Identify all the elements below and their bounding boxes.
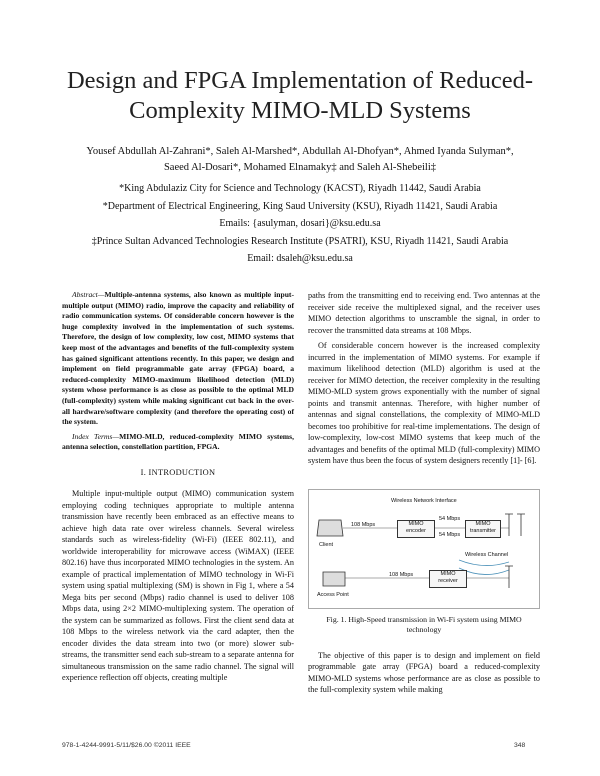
page-number: 348 (514, 742, 526, 749)
client-label: Client (319, 541, 334, 548)
right-column (308, 290, 540, 700)
antenna-icon (505, 566, 513, 588)
author-list (40, 144, 560, 176)
author-line: Yousef Abdullah Al-Zahrani*, Saleh Al-Marshed*, Abdullah Al-Dhofyan*, Ahmed Iyanda Sulyman*, (86, 146, 514, 157)
email-line: Emails: {asulyman, dosari}@ksu.edu.sa (219, 218, 381, 229)
mimo-encoder-box: MIMO encoder (397, 520, 435, 538)
left-column (62, 290, 294, 688)
affiliations (40, 180, 560, 268)
isbn-footer: 978-1-4244-9991-5/11/$26.00 ©2011 IEEE (62, 742, 191, 749)
affiliation-line: ‡Prince Sultan Advanced Technologies Research Institute (PSATRI), KSU, Riyadh 11421, Saudi Arabia (91, 235, 509, 247)
author-line: Saeed Al-Dosari*, Mohamed Elnamaky‡ and Saleh Al-Shebeili‡ (163, 162, 437, 173)
index-terms-text: MIMO-MLD, reduced-complexity MIMO systems, antenna selection, constellation partition, FPGA. (62, 431, 294, 452)
figure-1 (308, 489, 540, 609)
mimo-receiver-box: MIMO receiver (429, 570, 467, 588)
paragraph: paths from the transmitting end to receiving end. Two antennas at the receiver side receive the multiplexed signal, and the receiver uses MIMO detection algorithms to unscramble the signal, in order to recover the transmitted data streams at 108 Mbps. (308, 291, 540, 335)
laptop-icon (317, 520, 343, 536)
abstract (62, 290, 294, 428)
access-point-label: Access Point (317, 591, 349, 598)
affiliation-line: *Department of Electrical Engineering, King Saud University (KSU), Riyadh 11421, Saudi Arabia (102, 200, 498, 212)
paragraph: The objective of this paper is to design and implement on field programmable gate array (FPGA) board a reduced-complexity MIMO-MLD systems whose performance are as close as possible to the full-complexity system while making (308, 650, 540, 694)
paragraph: Of considerable concern however is the increased complexity incurred in the implementation of MIMO systems. For example if maximum likelihood detection (MLD) algorithm is used at the receiver for MIMO detection, the receiver complexity in the resulting MIMO-MLD system grows exponentially with the number of signal points and transmit antennas. Therefore, with higher number of antennas and signal constellations, the complexity of MIMO-MLD becomes too prohibitive for real-time implementations. The design of low-complexity, low-cost MIMO systems that keep much of the advantages and benefits of the optimal MLD (full-complexity) MIMO system have thus been the focus of system designers recently [1]- [6]. (308, 341, 540, 465)
abstract-text: Multiple-antenna systems, also known as multiple input-multiple output (MIMO) radio, improve the capacity and reliability of radio communication systems. Of considerable concern however is the huge complexity involved in the implementation of such systems. Therefore, the design of low complexity, low cost, MIMO systems that keep most of the advantages and benefits of the full-complexity system has gained significant attentions recently. In this paper, we design and implement on field programmable gate array (FPGA) board, a reduced-complexity MIMO-maximum likelihood detection (MLD) system whose performance is as close as possible to the optimal MLD (full-complexity) system while making significant cut back in the over-all hardware/software complexity (and therefore the operating cost) of the system. (62, 290, 294, 427)
index-terms (62, 432, 294, 453)
index-terms-label: Index Terms— (72, 431, 120, 441)
email-line: Email: dsaleh@ksu.edu.sa (247, 253, 353, 264)
intro-paragraph: Multiple input-multiple output (MIMO) communication system employing coding techniques appropriate to multiple antenna transmission have recently been embraced as an effective means to achieve high data rate over wireless channels. Several wireless standards such as wireless-fidelity (Wi-Fi) (IEEE 802.11), and worldwide interoperability for microwave access (WiMAX) (IEEE 802.16) have thus incorporated MIMO technologies in the system. An example of practical implementation of MIMO technology in Wi-Fi system using spatial multiplexing (SM) is shown in Fig 1, where a 54 Mega bits per second (Mbps) radio channel is used to deliver 108 Mbps data, using 2×2 MIMO-multiplexing system. The operation of the system can be summarized as follows. First the client send data at 108 Mbps to the wireless network via the card adapter, then the encoder divides the data stream into two (or more) slower sub-streams, the transmitter send each sub-stream to a separate antenna for simultaneous transmission on the same radio channel. The signal will experience reflection off objects, creating multiple (62, 489, 294, 683)
affiliation-line: *King Abdulaziz City for Science and Technology (KACST), Riyadh 11442, Saudi Arabia (119, 183, 481, 194)
antenna-icon (505, 514, 513, 536)
rate-label: 54 Mbps (439, 515, 461, 522)
rate-label: 108 Mbps (351, 521, 376, 528)
rate-label: 54 Mbps (439, 531, 461, 538)
access-point-icon (323, 572, 345, 586)
interface-label: Wireless Network Interface (391, 497, 457, 504)
paper-title: Design and FPGA Implementation of Reduced-Complexity MIMO-MLD Systems (66, 67, 534, 124)
figure-caption: Fig. 1. High-Speed transmission in Wi-Fi system using MIMO technology (326, 614, 522, 634)
antenna-icon (517, 514, 525, 536)
abstract-label: Abstract— (72, 290, 105, 299)
mimo-transmitter-box: MIMO transmitter (465, 520, 501, 538)
section-heading: I. INTRODUCTION (140, 467, 216, 477)
rate-label: 108 Mbps (389, 571, 414, 578)
channel-label: Wireless Channel (465, 551, 509, 558)
